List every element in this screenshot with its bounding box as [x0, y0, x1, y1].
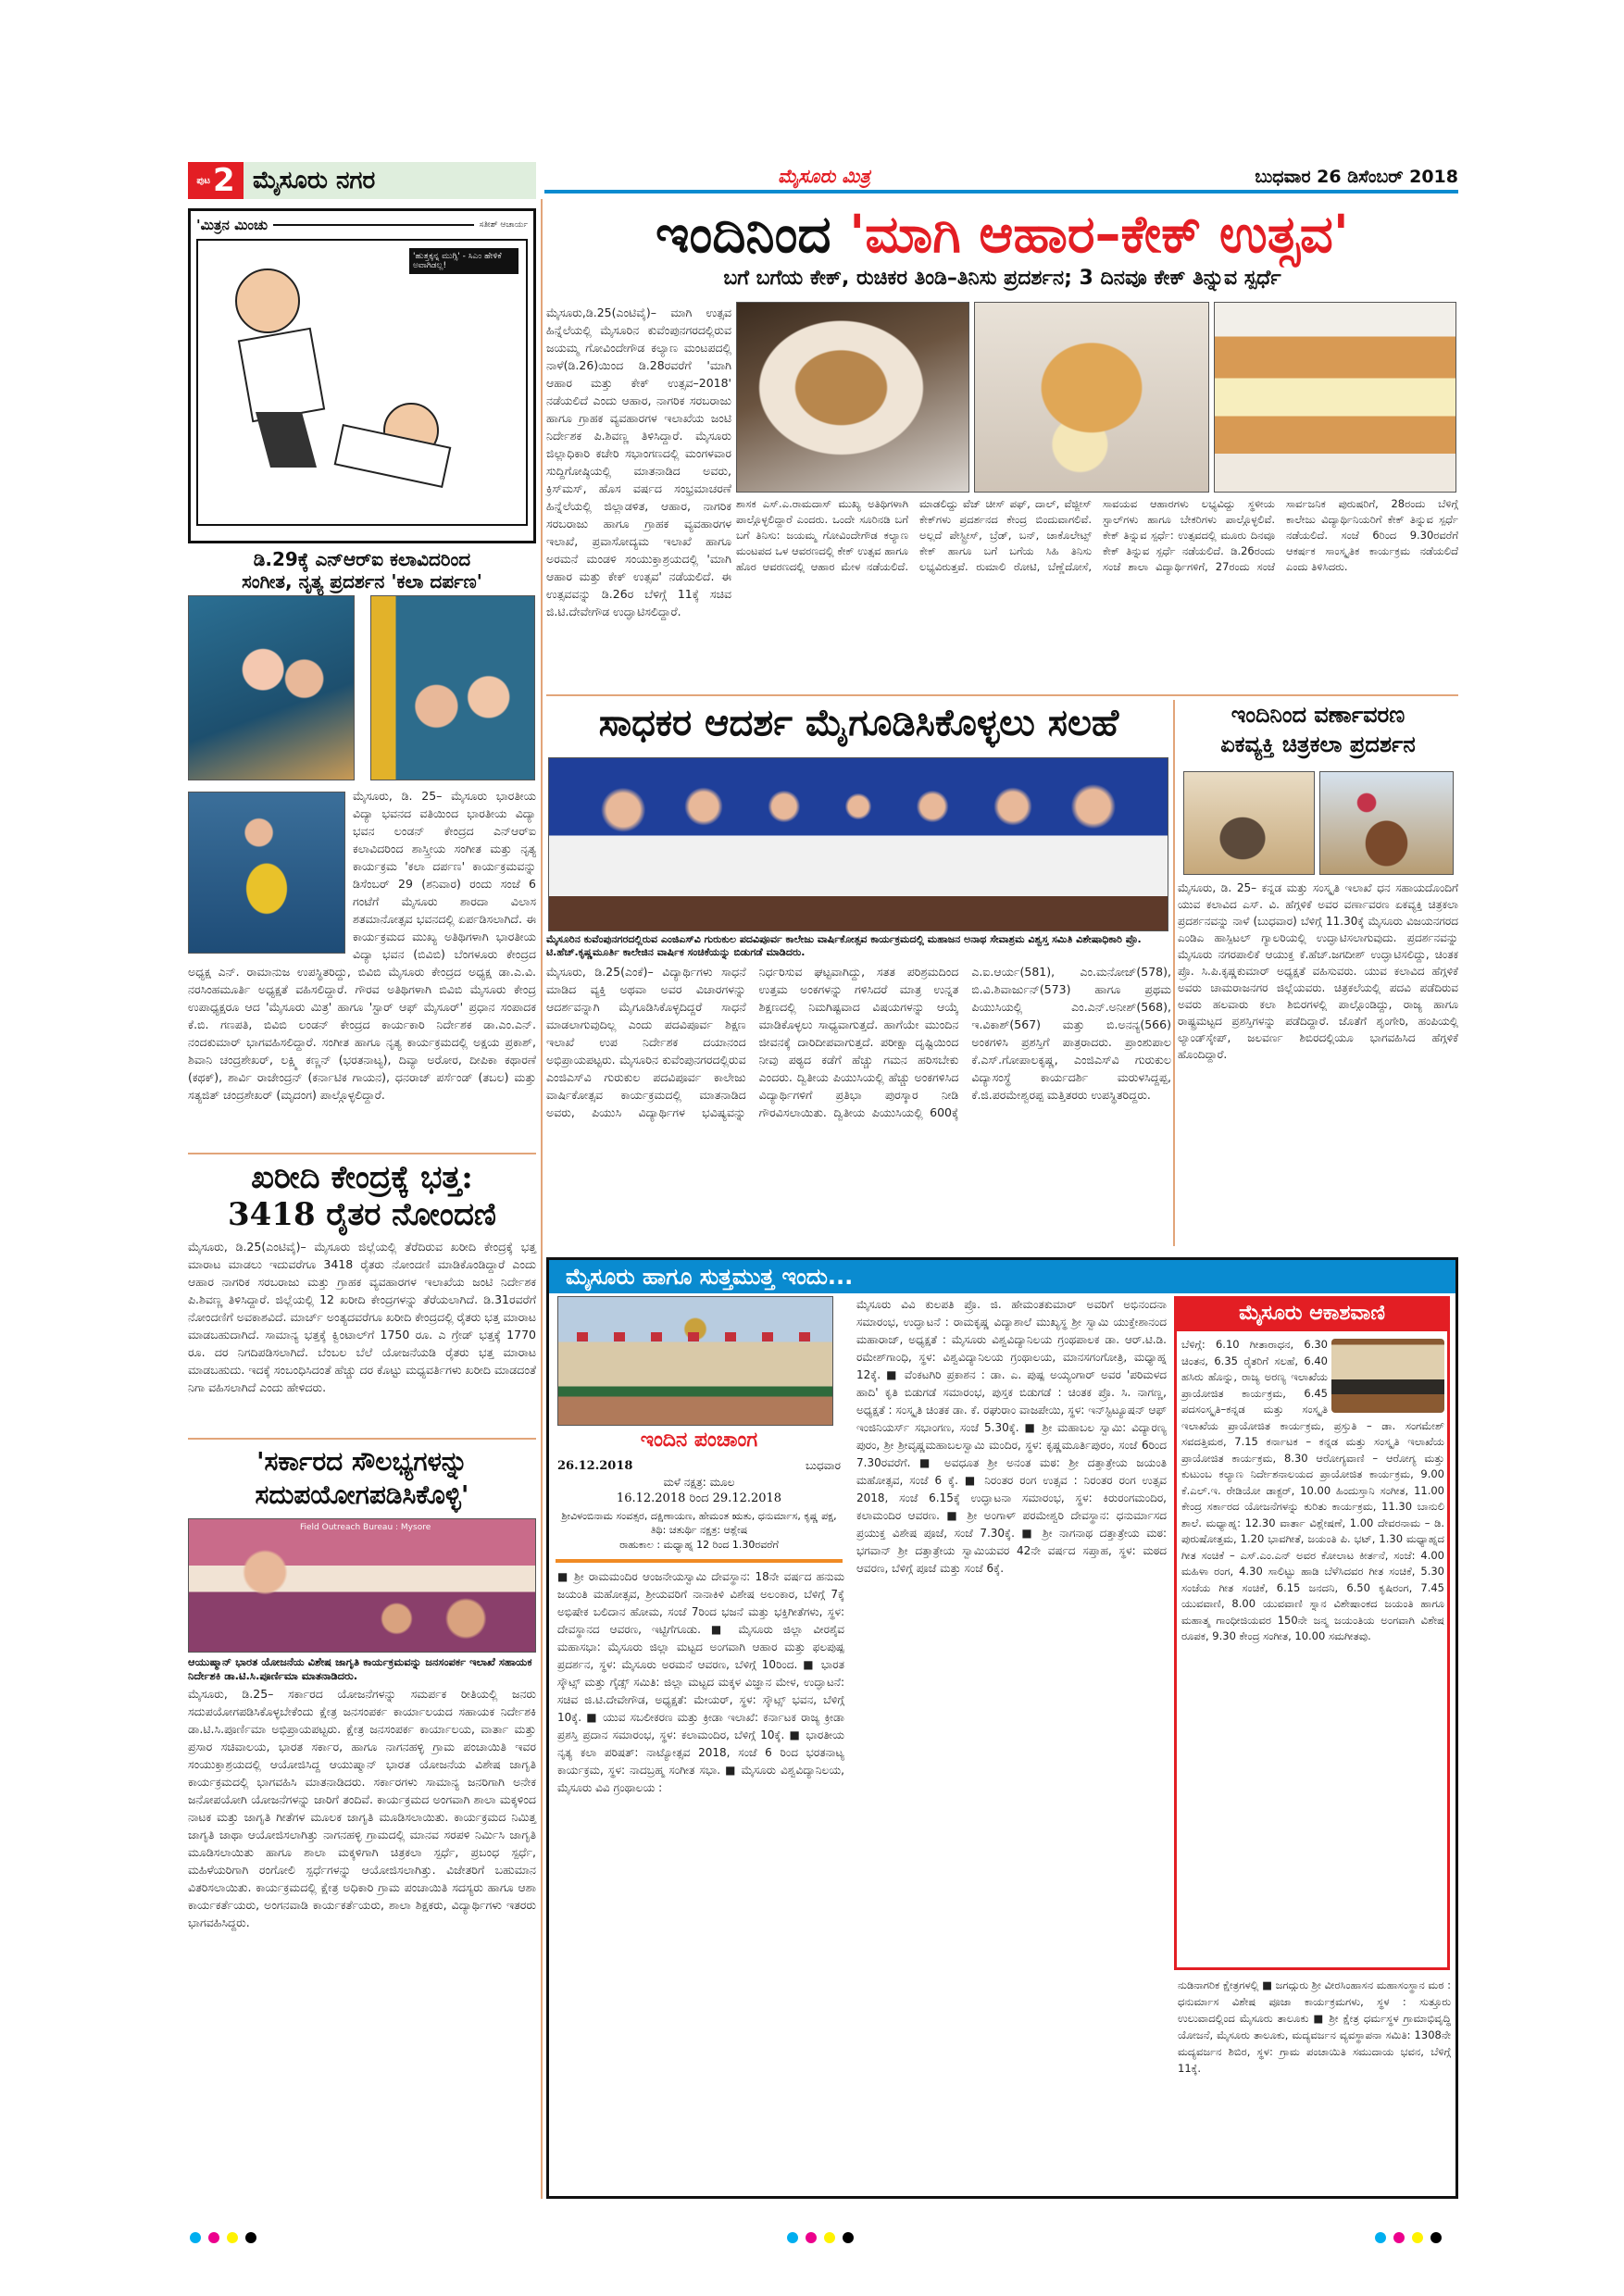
achievers-caption: ಮೈಸೂರಿನ ಕುವೆಂಪುನಗರದಲ್ಲಿರುವ ಎಂಜಿಎಸ್‌ವಿ ಗುರುಕುಲ ಪದವಿಪೂರ್ವ ಕಾಲೇಜು ವಾರ್ಷಿಕೋತ್ಸವ ಕಾರ್ಯಕ್ರಮದಲ್ಲಿ ಮಹಾಜನ ಅನಾಥ ಸೇವಾಶ್ರಮ ವಿಶ್ವಸ್ತ ಸಮಿತಿ ವಿಶೇಷಾಧಿಕಾರಿ ಪ್ರೊ. ಟಿ.ಹೆಚ್.ಕೃಷ್ಣಮೂರ್ತಿ ಕಾಲೇಜಿನ ವಾರ್ಷಿಕ ಸಂಚಿಕೆಯನ್ನು ಬಿಡುಗಡೆ ಮಾಡಿದರು. — [546, 933, 1142, 958]
akashavani-header — [1174, 1296, 1450, 1331]
cartoon-figure-running — [235, 268, 300, 333]
paddy-headline-1: ಖರೀದಿ ಕೇಂದ್ರಕ್ಕೆ ಭತ್ತ: — [251, 1159, 473, 1196]
lead-intro: ಮೈಸೂರು,ಡಿ.25(ಎಂಟಿವೈ)– ಮಾಗಿ ಉತ್ಸವ ಹಿನ್ನೆಲೆಯಲ್ಲಿ ಮೈಸೂರಿನ ಕುವೆಂಪುನಗರದಲ್ಲಿರುವ ಜಯಮ್ಮ ಗೋವಿಂದೇಗೌಡ ಕಲ್ಯಾಣ ಮಂಟಪದಲ್ಲಿ ನಾಳೆ(ಡಿ.26)ಯಿಂದ ಡಿ.28ರವರೆಗೆ 'ಮಾಗಿ ಆಹಾರ ಮತ್ತು ಕೇಕ್ ಉತ್ಸವ–2018' ನಡೆಯಲಿದೆ ಎಂದು ಆಹಾರ, ನಾಗರಿಕ ಸರಬರಾಜು ಹಾಗೂ ಗ್ರಾಹಕ ವ್ಯವಹಾರಗಳ ಇಲಾಖೆಯ ಜಂಟಿ ನಿರ್ದೇಶಕ ಪಿ.ಶಿವಣ್ಣ ತಿಳಿಸಿದ್ದಾರೆ. ಮೈಸೂರು ಜಿಲ್ಲಾಧಿಕಾರಿ ಕಚೇರಿ ಸಭಾಂಗಣದಲ್ಲಿ ಮಂಗಳವಾರ ಸುದ್ದಿಗೋಷ್ಠಿಯಲ್ಲಿ ಮಾತನಾಡಿದ ಅವರು, ಕ್ರಿಸ್‌ಮಸ್, ಹೊಸ ವರ್ಷದ ಸಂಭ್ರಮಾಚರಣೆ ಹಿನ್ನೆಲೆಯಲ್ಲಿ ಜಿಲ್ಲಾಡಳಿತ, ಆಹಾರ, ನಾಗರಿಕ ಸರಬರಾಜು ಹಾಗೂ ಗ್ರಾಹಕ ವ್ಯವಹಾರಗಳ ಇಲಾಖೆ, ಪ್ರವಾಸೋದ್ಯಮ ಇಲಾಖೆ ಹಾಗೂ ಅರಮನೆ ಮಂಡಳಿ ಸಂಯುಕ್ತಾಶ್ರಯದಲ್ಲಿ 'ಮಾಗಿ ಆಹಾರ ಮತ್ತು ಕೇಕ್ ಉತ್ಸವ' ನಡೆಯಲಿದೆ. ಈ ಉತ್ಸವವನ್ನು ಡಿ.26ರ ಬೆಳಿಗ್ಗೆ 11ಕ್ಕೆ ಸಚಿವ ಜಿ.ಟಿ.ದೇವೇಗೌಡ ಉದ್ಘಾಟಿಸಲಿದ್ದಾರೆ. — [546, 306, 731, 618]
column-divider — [1173, 700, 1175, 1246]
magenta-dot — [208, 2232, 219, 2243]
yellow-dot — [1412, 2232, 1423, 2243]
issue-date: ಬುಧವಾರ 26 ಡಿಸೆಂಬರ್ 2018 — [1255, 167, 1458, 187]
magenta-dot — [806, 2232, 817, 2243]
panchanga-details: ಶ್ರೀವಿಳಂಬಿನಾಮ ಸಂವತ್ಸರ, ದಕ್ಷಿಣಾಯಣ, ಹೇಮಂತ ಋತು, ಧನುರ್ಮಾಸ, ಕೃಷ್ಣ ಪಕ್ಷ, ತಿಥಿ: ಚತುರ್ಥಿ ನಕ್ಷತ್ರ: ಆಶ್ಲೇಷ — [561, 1510, 837, 1536]
panchanga-rain-star: ಮಳೆ ನಕ್ಷತ್ರ: ಮೂಲ — [663, 1476, 735, 1489]
lead-body: ಶಾಸಕ ಎಸ್.ಎ.ರಾಮದಾಸ್ ಮುಖ್ಯ ಅತಿಥಿಗಳಾಗಿ ಪಾಲ್ಗೊಳ್ಳಲಿದ್ದಾರೆ ಎಂದರು. ಒಂದೇ ಸೂರಿನಡಿ ಬಗೆ ಬಗೆ ತಿನಿಸು: ಜಯಮ್ಮ ಗೋವಿಂದೇಗೌಡ ಕಲ್ಯಾಣ ಮಂಟಪದ ಒಳ ಆವರಣದಲ್ಲಿ ಕೇಕ್ ಉತ್ಸವ ಹಾಗೂ ಹೊರ ಆವರಣದಲ್ಲಿ ಆಹಾರ ಮೇಳ ನಡೆಯಲಿದೆ. ಮಾಡಲಿದ್ದು ವೆಜ್ ಚೀಸ್ ಪಫ್, ದಾಲ್, ವೆಜ್ಜೀಸ್ ಕೇಕ್‌ಗಳು ಪ್ರದರ್ಶನದ ಕೇಂದ್ರ ಬಿಂದುವಾಗಲಿವೆ. ಅಲ್ಲದೆ ಪೇಸ್ಟ್ರೀಸ್, ಬ್ರೆಡ್, ಬನ್, ಚಾಕೊಲೇಟ್ಸ್ ಕೇಕ್ ಹಾಗೂ ಬಗೆ ಬಗೆಯ ಸಿಹಿ ತಿನಿಸು ಲಭ್ಯವಿರುತ್ತವೆ. ರುಮಾಲಿ ರೋಟಿ, ಬೆಣ್ಣೆದೋಸೆ, ಸಾವಯವ ಆಹಾರಗಳು ಲಭ್ಯವಿದ್ದು ಸ್ಥಳೀಯ ಸ್ಟಾಲ್‌ಗಳು ಹಾಗೂ ಬೇಕರಿಗಳು ಪಾಲ್ಗೊಳ್ಳಲಿವೆ. ಕೇಕ್ ತಿನ್ನುವ ಸ್ಪರ್ಧೆ: ಉತ್ಸವದಲ್ಲಿ ಮೂರು ದಿನವೂ ಕೇಕ್ ತಿನ್ನುವ ಸ್ಪರ್ಧೆ ನಡೆಯಲಿದೆ. ಡಿ.26ರಂದು ಸಂಜೆ ಶಾಲಾ ವಿದ್ಯಾರ್ಥಿಗಳಿಗೆ, 27ರಂದು ಸಂಜೆ ಸಾರ್ವಜನಿಕ ಪುರುಷರಿಗೆ, 28ರಂದು ಬೆಳಿಗ್ಗೆ ಕಾಲೇಜು ವಿದ್ಯಾರ್ಥಿನಿಯರಿಗೆ ಕೇಕ್ ತಿನ್ನುವ ಸ್ಪರ್ಧೆ ನಡೆಯಲಿದೆ. ಸಂಜೆ 6ರಿಂದ 9.30ರವರೆಗೆ ಆಕರ್ಷಕ ಸಾಂಸ್ಕೃತಿಕ ಕಾರ್ಯಕ್ರಮ ನಡೆಯಲಿದೆ ಎಂದು ತಿಳಿಸಿದರು. — [736, 497, 1458, 573]
speech-bubble: 'ಹುತ್ತಕ್ಕನ್ನ ಮುಗ್ಸಿ' - ಸಿಎಂ ಹೇಳಿಕೆ ಅವಾಗಿಡಲ್ಲ! — [409, 248, 518, 274]
section-divider — [546, 694, 1458, 696]
page-number: 2 — [213, 162, 235, 199]
panchanga-range: 16.12.2018 ರಿಂದ 29.12.2018 — [616, 1491, 782, 1505]
section-title — [244, 162, 536, 199]
palace-domes — [577, 1332, 816, 1341]
dance-photo-2 — [370, 595, 535, 780]
page-label: ಪುಟ — [196, 175, 210, 186]
black-dot — [843, 2232, 854, 2243]
lead-headline — [546, 202, 1458, 268]
events-column-1: ■ ಶ್ರೀ ರಾಮಮಂದಿರ ಆಂಜನೇಯಸ್ವಾಮಿ ದೇವಸ್ಥಾನ: 18ನೇ ವರ್ಷದ ಹನುಮ ಜಯಂತಿ ಮಹೋತ್ಸವ, ಶ್ರೀಯವರಿಗೆ ನಾನಾಕಿಳಿ ವಿಶೇಷ ಅಲಂಕಾರ, ಬೆಳಿಗ್ಗೆ 7ಕ್ಕೆ ಅಭಿಷೇಕ ಬಲಿದಾನ ಹೋಮ, ಸಂಜೆ 7ರಿಂದ ಭಜನೆ ಮತ್ತು ಭಕ್ತಿಗೀತೆಗಳು, ಸ್ಥಳ: ದೇವಸ್ಥಾನದ ಆವರಣ, ಇಟ್ಟಿಗೆಗೂಡು. ■ ಮೈಸೂರು ಜಿಲ್ಲಾ ವೀರಶೈವ ಮಹಾಸಭಾ: ಮೈಸೂರು ಜಿಲ್ಲಾ ಮಟ್ಟದ ಅಂಗವಾಗಿ ಆಹಾರ ಮತ್ತು ಫಲಪುಷ್ಪ ಪ್ರದರ್ಶನ, ಸ್ಥಳ: ಮೈಸೂರು ಅರಮನೆ ಆವರಣ, ಬೆಳಿಗ್ಗೆ 10ರಿಂದ. ■ ಭಾರತ ಸ್ಕೌಟ್ಸ್ ಮತ್ತು ಗೈಡ್ಸ್ ಸಮಿತಿ: ಜಿಲ್ಲಾ ಮಟ್ಟದ ಮಕ್ಕಳ ವಿಜ್ಞಾನ ಮೇಳ, ಉದ್ಘಾಟನೆ: ಸಚಿವ ಜಿ.ಟಿ.ದೇವೇಗೌಡ, ಅಧ್ಯಕ್ಷತೆ: ಮೇಯರ್, ಸ್ಥಳ: ಸ್ಕೌಟ್ಸ್ ಭವನ, ಬೆಳಿಗ್ಗೆ 10ಕ್ಕೆ. ■ ಯುವ ಸಬಲೀಕರಣ ಮತ್ತು ಕ್ರೀಡಾ ಇಲಾಖೆ: ಕರ್ನಾಟಕ ರಾಜ್ಯ ಕ್ರೀಡಾ ಪ್ರಶಸ್ತಿ ಪ್ರದಾನ ಸಮಾರಂಭ, ಸ್ಥಳ: ಕಲಾಮಂದಿರ, ಬೆಳಿಗ್ಗೆ 10ಕ್ಕೆ. ■ ಭಾರತೀಯ ನೃತ್ಯ ಕಲಾ ಪರಿಷತ್: ನಾಟ್ಯೋತ್ಸವ 2018, ಸಂಜೆ 6 ರಿಂದ ಭರತನಾಟ್ಯ ಕಾರ್ಯಕ್ರಮ, ಸ್ಥಳ: ನಾದಬ್ರಹ್ಮ ಸಂಗೀತ ಸಭಾ. ■ ಮೈಸೂರು ವಿಶ್ವವಿದ್ಯಾನಿಲಯ, ಮೈಸೂರು ವಿವಿ ಗ್ರಂಥಾಲಯ : — [557, 1570, 844, 1794]
cake-photo-3 — [1214, 302, 1456, 493]
section-divider — [188, 1153, 536, 1154]
magenta-dot — [1393, 2232, 1405, 2243]
cyan-dot — [1375, 2232, 1386, 2243]
dance-body: ಮೈಸೂರು, ಡಿ. 25– ಮೈಸೂರು ಭಾರತೀಯ ವಿದ್ಯಾ ಭವನದ ವತಿಯಿಂದ ಭಾರತೀಯ ವಿದ್ಯಾ ಭವನ ಲಂಡನ್ ಕೇಂದ್ರದ ಎನ್‌ಆರ್‌ಐ ಕಲಾವಿದರಿಂದ ಶಾಸ್ತ್ರೀಯ ಸಂಗೀತ ಮತ್ತು ನೃತ್ಯ ಕಾರ್ಯಕ್ರಮ 'ಕಲಾ ದರ್ಪಣ' ಕಾರ್ಯಕ್ರಮವನ್ನು ಡಿಸೆಂಬರ್ 29 (ಶನಿವಾರ) ರಂದು ಸಂಜೆ 6 ಗಂಟೆಗೆ ಮೈಸೂರು ಶಾರದಾ ವಿಲಾಸ ಶತಮಾನೋತ್ಸವ ಭವನದಲ್ಲಿ ಏರ್ಪಡಿಸಲಾಗಿದೆ. ಈ ಕಾರ್ಯಕ್ರಮದ ಮುಖ್ಯ ಅತಿಥಿಗಳಾಗಿ ಭಾರತೀಯ ವಿದ್ಯಾ ಭವನ (ಬಿವಿಬಿ) ಬೆಂಗಳೂರು ಕೇಂದ್ರದ ಅಧ್ಯಕ್ಷ ಎನ್. ರಾಮಾನುಜ ಉಪಸ್ಥಿತರಿದ್ದು, ಬಿವಿಬಿ ಮೈಸೂರು ಕೇಂದ್ರದ ಅಧ್ಯಕ್ಷ ಡಾ.ಎ.ವಿ. ನರಸಿಂಹಮೂರ್ತಿ ಅಧ್ಯಕ್ಷತೆ ವಹಿಸಲಿದ್ದಾರೆ. ಗೌರವ ಅತಿಥಿಗಳಾಗಿ ಬಿವಿಬಿ ಮೈಸೂರು ಕೇಂದ್ರ ಉಪಾಧ್ಯಕ್ಷರೂ ಆದ 'ಮೈಸೂರು ಮಿತ್ರ' ಹಾಗೂ 'ಸ್ಟಾರ್ ಆಫ್ ಮೈಸೂರ್' ಪ್ರಧಾನ ಸಂಪಾದಕ ಕೆ.ಬಿ. ಗಣಪತಿ, ಬಿವಿಬಿ ಲಂಡನ್ ಕೇಂದ್ರದ ಕಾರ್ಯಕಾರಿ ನಿರ್ದೇಶಕ ಡಾ.ಎಂ.ಎನ್. ನಂದಕುಮಾರ್ ಭಾಗವಹಿಸಲಿದ್ದಾರೆ. ಸಂಗೀತ ಹಾಗೂ ನೃತ್ಯ ಕಾರ್ಯಕ್ರಮದಲ್ಲಿ ಅಕ್ಷಯ ಪ್ರಕಾಶ್, ಶಿವಾನಿ ಚಂದ್ರಶೇಖರ್, ಲಕ್ಷ್ಮಿ ಕಣ್ಣನ್ (ಭರತನಾಟ್ಯ), ದಿವ್ಯಾ ಅರೋರ, ದೀಪಿಕಾ ಕಥಾರಣೆ (ಕಥಕ್), ಶಾರ್ವಿ ರಾಜೇಂದ್ರನ್ (ಕರ್ನಾಟಿಕ ಗಾಯನ), ಧನರಾಜ್ ಪರ್ಸೆಂಡ್ (ತಬಲ) ಮತ್ತು ಸತ್ಯಜಿತ್ ಚಂದ್ರಶೇಖರ್ (ಮೃದಂಗ) ಪಾಲ್ಗೊಳ್ಳಲಿದ್ದಾರೆ. — [188, 789, 536, 1102]
lead-subhead: ಬಗೆ ಬಗೆಯ ಕೇಕ್, ರುಚಿಕರ ತಿಂಡಿ–ತಿನಿಸು ಪ್ರದರ್ಶನ; 3 ದಿನವೂ ಕೇಕ್ ತಿನ್ನುವ ಸ್ಪರ್ಧೆ — [723, 267, 1281, 290]
govt-photo-caption: ಆಯುಷ್ಮಾನ್ ಭಾರತ ಯೋಜನೆಯ ವಿಶೇಷ ಜಾಗೃತಿ ಕಾರ್ಯಕ್ರಮವನ್ನು ಜನಸಂಪರ್ಕ ಇಲಾಖೆ ಸಹಾಯಕ ನಿರ್ದೇಶಕಿ ಡಾ.ಟಿ.ಸಿ.ಪೂರ್ಣಿಮಾ ಮಾತನಾಡಿದರು. — [188, 1655, 532, 1682]
dance-photo-1 — [188, 595, 355, 780]
cartoon-legs — [256, 412, 317, 468]
cartoon-figure-body — [238, 328, 325, 423]
masthead-logo: ಮೈಸೂರು ಮಿತ್ರ — [778, 165, 870, 187]
registration-marks-left — [190, 2229, 264, 2247]
events-column-2: ಮೈಸೂರು ವಿವಿ ಕುಲಪತಿ ಪ್ರೊ. ಜಿ. ಹೇಮಂತಕುಮಾರ್ ಅವರಿಗೆ ಅಭಿನಂದನಾ ಸಮಾರಂಭ, ಉದ್ಘಾಟನೆ : ರಾಮಕೃಷ್ಣ ವಿದ್ಯಾಶಾಲೆ ಮುಖ್ಯಸ್ಥ ಶ್ರೀ ಸ್ವಾಮಿ ಯುಕ್ತೇಶಾನಂದ ಮಹಾರಾಜ್, ಅಧ್ಯಕ್ಷತೆ : ಮೈಸೂರು ವಿಶ್ವವಿದ್ಯಾನಿಲಯ ಗ್ರಂಥಪಾಲಕ ಡಾ. ಆರ್.ಟಿ.ಡಿ. ರಮೇಶ್‌ಗಾಂಧಿ, ಸ್ಥಳ: ವಿಶ್ವವಿದ್ಯಾನಿಲಯ ಗ್ರಂಥಾಲಯ, ಮಾನಸಗಂಗೋತ್ರಿ, ಮಧ್ಯಾಹ್ನ 12ಕ್ಕೆ. ■ ವೆಂಕಟಗಿರಿ ಪ್ರಕಾಶನ : ಡಾ. ಎ. ಪುಷ್ಪ ಅಯ್ಯಂಗಾರ್ ಅವರ 'ಪರಿಮಳದ ಹಾದಿ' ಕೃತಿ ಬಿಡುಗಡೆ ಸಮಾರಂಭ, ಪುಸ್ತಕ ಬಿಡುಗಡೆ : ಚಿಂತಕ ಪ್ರೊ. ಸಿ. ನಾಗಣ್ಣ, ಅಧ್ಯಕ್ಷತೆ : ಸಂಸ್ಕೃತಿ ಚಿಂತಕ ಡಾ. ಕೆ. ರಘುರಾಂ ವಾಜಪೇಯಿ, ಸ್ಥಳ: ಇನ್‌ಸ್ಟಿಟ್ಯೂಷನ್ ಆಫ್ ಇಂಜಿನಿಯರ್ಸ್ ಸಭಾಂಗಣ, ಸಂಜೆ 5.30ಕ್ಕೆ. ■ ಶ್ರೀ ಮಹಾಬಲ ಸ್ವಾಮಿ: ವಿದ್ಯಾರಣ್ಯ ಪುರಂ, ಶ್ರೀ ಶ್ರೀವೃಷ್ಣಮಹಾಬಲಸ್ವಾಮಿ ಮಂದಿರ, ಸ್ಥಳ: ಕೃಷ್ಣಮೂರ್ತಿಪುರಂ, ಸಂಜೆ 6ರಿಂದ 7.30ರವರೆಗೆ. ■ ಅವಧೂತ ಶ್ರೀ ಅನಂತ ಮಠ: ಶ್ರೀ ದತ್ತಾತ್ರೇಯ ಜಯಂತಿ ಮಹೋತ್ಸವ, ಸಂಜೆ 6 ಕ್ಕೆ. ■ ನಿರಂತರ ರಂಗ ಉತ್ಸವ : ನಿರಂತರ ರಂಗ ಉತ್ಸವ 2018, ಸಂಜೆ 6.15ಕ್ಕೆ ಉದ್ಘಾಟನಾ ಸಮಾರಂಭ, ಸ್ಥಳ: ಕಿರುರಂಗಮಂದಿರ, ಕಲಾಮಂದಿರ ಆವರಣ. ■ ಶ್ರೀ ಅಂಗಾಳ್ ಪರಮೇಶ್ವರಿ ದೇವಸ್ಥಾನ: ಧನುರ್ಮಾಸದ ಪ್ರಯುಕ್ತ ವಿಶೇಷ ಪೂಜೆ, ಸಂಜೆ 7.30ಕ್ಕೆ. ■ ಶ್ರೀ ನಾಗನಾಥ ದತ್ತಾತ್ರೇಯ ಮಠ: ಭಗವಾನ್ ಶ್ರೀ ದತ್ತಾತ್ರೇಯ ಸ್ವಾಮಿಯವರ 42ನೇ ವರ್ಷದ ಸಪ್ತಾಹ, ಸ್ಥಳ: ಮಠದ ಆವರಣ, ಬೆಳಿಗ್ಗೆ ಪೂಜೆ ಮತ್ತು ಸಂಜೆ 6ಕ್ಕೆ. — [856, 1298, 1167, 1575]
achievers-headline: ಸಾಧಕರ ಆದರ್ಶ ಮೈಗೂಡಿಸಿಕೊಳ್ಳಲು ಸಲಹೆ — [598, 702, 1119, 744]
cartoon-artist: ಸತೀಶ್ ಆಚಾರ್ಯ — [479, 220, 528, 230]
cartoon-title: 'ಮಿತ್ರನ ಮಿಂಚು — [196, 217, 269, 233]
cartoon-image — [196, 239, 528, 526]
govt-headline-2: ಸದುಪಯೋಗಪಡಿಸಿಕೊಳ್ಳಿ' — [255, 1479, 469, 1510]
black-dot — [245, 2232, 256, 2243]
painting-headline-2: ಏಕವ್ಯಕ್ತಿ ಚಿತ್ರಕಲಾ ಪ್ರದರ್ಶನ — [1220, 731, 1416, 757]
govt-body: ಮೈಸೂರು, ಡಿ.25– ಸರ್ಕಾರದ ಯೋಜನೆಗಳನ್ನು ಸಮರ್ಪಕ ರೀತಿಯಲ್ಲಿ ಜನರು ಸದುಪಯೋಗಪಡಿಸಿಕೊಳ್ಳಬೇಕೆಂದು ಕ್ಷೇತ್ರ ಜನಸಂಪರ್ಕ ಕಾರ್ಯಾಲಯದ ಸಹಾಯಕ ನಿರ್ದೇಶಕಿ ಡಾ.ಟಿ.ಸಿ.ಪೂರ್ಣಿಮಾ ಅಭಿಪ್ರಾಯಪಟ್ಟರು. ಕ್ಷೇತ್ರ ಜನಸಂಪರ್ಕ ಕಾರ್ಯಾಲಯ, ವಾರ್ತಾ ಮತ್ತು ಪ್ರಸಾರ ಸಚಿವಾಲಯ, ಭಾರತ ಸರ್ಕಾರ, ಹಾಗೂ ನಾಗನಹಳ್ಳಿ ಗ್ರಾಮ ಪಂಚಾಯಿತಿ ಇವರ ಸಂಯುಕ್ತಾಶ್ರಯದಲ್ಲಿ ಆಯೋಜಿಸಿದ್ದ ಆಯುಷ್ಮಾನ್ ಭಾರತ ಯೋಜನೆಯ ವಿಶೇಷ ಜಾಗೃತಿ ಕಾರ್ಯಕ್ರಮದಲ್ಲಿ ಭಾಗವಹಿಸಿ ಮಾತನಾಡಿದರು. ಸರ್ಕಾರಗಳು ಸಾಮಾನ್ಯ ಜನರಿಗಾಗಿ ಅನೇಕ ಜನೋಪಯೋಗಿ ಯೋಜನೆಗಳನ್ನು ಜಾರಿಗೆ ತಂದಿವೆ. ಕಾರ್ಯಕ್ರಮದ ಅಂಗವಾಗಿ ಶಾಲಾ ಮಕ್ಕಳಿಂದ ನಾಟಕ ಮತ್ತು ಜಾಗೃತಿ ಗೀತೆಗಳ ಮೂಲಕ ಜಾಗೃತಿ ಮೂಡಿಸಲಾಯಿತು. ಕಾರ್ಯಕ್ರಮದ ನಿಮಿತ್ತ ಜಾಗೃತಿ ಜಾಥಾ ಆಯೋಜಿಸಲಾಗಿತ್ತು ನಾಗನಹಳ್ಳಿ ಗ್ರಾಮದಲ್ಲಿ ಮಾನವ ಸರಪಳಿ ನಿರ್ಮಿಸಿ ಜಾಗೃತಿ ಮೂಡಿಸಲಾಯಿತು ಹಾಗೂ ಶಾಲಾ ಮಕ್ಕಳಿಗಾಗಿ ಚಿತ್ರಕಲಾ ಸ್ಪರ್ಧೆ, ಪ್ರಬಂಧ ಸ್ಪರ್ಧೆ, ಮಹಿಳೆಯರಿಗಾಗಿ ರಂಗೋಲಿ ಸ್ಪರ್ಧೆಗಳನ್ನು ಆಯೋಜಿಸಲಾಗಿತ್ತು. ವಿಜೇತರಿಗೆ ಬಹುಮಾನ ವಿತರಿಸಲಾಯಿತು. ಕಾರ್ಯಕ್ರಮದಲ್ಲಿ ಕ್ಷೇತ್ರ ಅಧಿಕಾರಿ ಗ್ರಾಮ ಪಂಚಾಯಿತಿ ಸದಸ್ಯರು ಹಾಗೂ ಆಶಾ ಕಾರ್ಯಕರ್ತೆಯರು, ಅಂಗನವಾಡಿ ಕಾರ್ಯಕರ್ತೆಯರು, ಶಾಲಾ ಶಿಕ್ಷಕರು, ವಿದ್ಯಾರ್ಥಿಗಳು ಇತರರು ಭಾಗವಹಿಸಿದ್ದರು. — [188, 1687, 536, 1929]
section-divider — [188, 1438, 536, 1440]
banner-text: Field Outreach Bureau : Mysore — [300, 1523, 431, 1532]
cartoon-box — [188, 208, 536, 543]
cake-photo-2 — [974, 302, 1209, 493]
dance-headline-1: ಡಿ.29ಕ್ಕೆ ಎನ್‌ಆರ್‌ಐ ಕಲಾವಿದರಿಂದ — [253, 548, 471, 570]
akashavani-schedule: ಬೆಳಿಗ್ಗೆ: 6.10 ಗೀತಾರಾಧನ, 6.30 ಚಿಂತನ, 6.35 ರೈತರಿಗೆ ಸಲಹೆ, 6.40 ಹಸಿರು ಹೊನ್ನು, ರಾಜ್ಯ ಅರಣ್ಯ ಇಲಾಖೆಯ ಪ್ರಾಯೋಜಿತ ಕಾರ್ಯಕ್ರಮ, 6.45 ಪದಸಂಸ್ಕೃತಿ–ಕನ್ನಡ ಮತ್ತು ಸಂಸ್ಕೃತಿ ಇಲಾಖೆಯ ಪ್ರಾಯೋಜಿತ ಕಾರ್ಯಕ್ರಮ, ಪ್ರಸ್ತುತಿ – ಡಾ. ಸಂಗಮೇಶ್ ಸವದತ್ತಿಮಠ, 7.15 ಕರ್ನಾಟಕ – ಕನ್ನಡ ಮತ್ತು ಸಂಸ್ಕೃತಿ ಇಲಾಖೆಯ ಪ್ರಾಯೋಜಿತ ಕಾರ್ಯಕ್ರಮ, 8.30 ಆರೋಗ್ಯವಾಣಿ – ಆರೋಗ್ಯ ಮತ್ತು ಕುಟುಂಬ ಕಲ್ಯಾಣ ನಿರ್ದೇಶನಾಲಯದ ಪ್ರಾಯೋಜಿತ ಕಾರ್ಯಕ್ರಮ, 9.00 ಕೆ.ಎಲ್.ಇ. ರೇಡಿಯೋ ಡಾಕ್ಟರ್, 10.00 ಹಿಂದುಸ್ತಾನಿ ಸಂಗೀತ, 11.00 ಕೇಂದ್ರ ಸರ್ಕಾರದ ಯೋಜನೆಗಳನ್ನು ಕುರಿತು ಕಾರ್ಯಕ್ರಮ, 11.30 ಬಾನುಲಿ ಶಾಲೆ. ಮಧ್ಯಾಹ್ನ: 12.30 ವಾರ್ತಾ ವಿಶ್ಲೇಷಣೆ, 1.00 ದೇವರನಾಮ – ಡಿ. ಪುರುಷೋತ್ತಮ, 1.20 ಭಾವಗೀತೆ, ಜಯಂತಿ ಪಿ. ಭಟ್, 1.30 ಮಧ್ಯಾಹ್ನದ ಗೀತ ಸಂಚಿಕೆ – ಎಸ್.ಎಂ.ಎನ್ ಅವರ ಕೋಲಾಟ ಕೀರ್ತನೆ, ಸಂಜೆ: 4.00 ಮಹಿಳಾ ರಂಗ, 4.30 ಸಾಲಿಟ್ಟು ಹಾಡಿ ಬೆಳೆಸಿದವರ ಗೀತ ಸಂಚಿಕೆ, 5.30 ಸಂಜೆಯ ಗೀತ ಸಂಚಿಕೆ, 6.15 ಜನದನಿ, 6.50 ಕೃಷಿರಂಗ, 7.45 ಯುವವಾಣಿ, 8.00 ಯುವವಾಣಿ ಸ್ನಾನ ವಿಶೇಷಾಂಕದ ಜಯಂತಿ ಹಾಗೂ ಮಹಾತ್ಮ ಗಾಂಧೀಜಿಯವರ 150ನೇ ಜನ್ಮ ಜಯಂತಿಯ ಅಂಗವಾಗಿ ವಿಶೇಷ ರೂಪಕ, 9.30 ಕೇಂದ್ರ ಸಂಗೀತ, 10.00 ಸಮಗೀತವು. — [1181, 1338, 1444, 1642]
govt-event-photo — [188, 1518, 536, 1653]
painting-photo-2 — [1319, 771, 1454, 875]
paddy-body: ಮೈಸೂರು, ಡಿ.25(ಎಂಟಿವೈ)– ಮೈಸೂರು ಜಿಲ್ಲೆಯಲ್ಲಿ ತೆರೆದಿರುವ ಖರೀದಿ ಕೇಂದ್ರಕ್ಕೆ ಭತ್ತ ಮಾರಾಟ ಮಾಡಲು ಇದುವರೆಗೂ 3418 ರೈತರು ನೋಂದಣಿ ಮಾಡಿಕೊಂಡಿದ್ದಾರೆ ಎಂದು ಆಹಾರ ನಾಗರಿಕ ಸರಬರಾಜು ಮತ್ತು ಗ್ರಾಹಕ ವ್ಯವಹಾರಗಳ ಇಲಾಖೆಯ ಜಂಟಿ ನಿರ್ದೇಶಕ ಪಿ.ಶಿವಣ್ಣ ತಿಳಿಸಿದ್ದಾರೆ. ಜಿಲ್ಲೆಯಲ್ಲಿ 12 ಖರೀದಿ ಕೇಂದ್ರಗಳನ್ನು ತೆರೆಯಲಾಗಿದೆ. ಡಿ.31ರವರೆಗೆ ನೋಂದಣಿಗೆ ಅವಕಾಶವಿದೆ. ಮಾರ್ಚ್ ಅಂತ್ಯದವರೆಗೂ ಖರೀದಿ ಕೇಂದ್ರದಲ್ಲಿ ರೈತರು ಭತ್ತ ಮಾರಾಟ ಮಾಡಬಹುದಾಗಿದೆ. ಸಾಮಾನ್ಯ ಭತ್ತಕ್ಕೆ ಕ್ವಿಂಟಾಲ್‌ಗೆ 1750 ರೂ. ಎ ಗ್ರೇಡ್ ಭತ್ತಕ್ಕೆ 1770 ರೂ. ದರ ನಿಗದಿಪಡಿಸಲಾಗಿದೆ. ಬೆಂಬಲ ಬೆಲೆ ಯೋಜನೆಯಡಿ ರೈತರು ಭತ್ತ ಮಾರಾಟ ಮಾಡಬಹುದು. ಇದಕ್ಕೆ ಸಂಬಂಧಿಸಿದಂತೆ ಹೆಚ್ಚು ದರ ಕೊಟ್ಟು ಮಧ್ಯವರ್ತಿಗಳು ಖರೀದಿ ಮಾಡದಂತೆ ನಿಗಾ ವಹಿಸಲಾಗಿದೆ ಎಂದು ಹೇಳಿದರು. — [188, 1240, 536, 1394]
painting-headline-1: ಇಂದಿನಿಂದ ವರ್ಣಾವರಣ — [1230, 702, 1405, 728]
cyan-dot — [190, 2232, 201, 2243]
cake-photo-1 — [736, 302, 969, 493]
panchanga-rahukala: ರಾಹುಕಾಲ : ಮಧ್ಯಾಹ್ನ 12 ರಿಂದ 1.30ರವರೆಗೆ — [619, 1539, 779, 1551]
column-divider — [541, 199, 543, 2199]
yellow-dot — [824, 2232, 835, 2243]
lead-headline-black: ಇಂದಿನಿಂದ — [656, 205, 831, 265]
achievers-body: ಮೈಸೂರು, ಡಿ.25(ಎಂಕೆ)– ವಿದ್ಯಾರ್ಥಿಗಳು ಸಾಧನೆ ಮಾಡಿದ ವ್ಯಕ್ತಿ ಅಥವಾ ಅವರ ವಿಚಾರಗಳನ್ನು ಆದರ್ಶವನ್ನಾಗಿ ಮೈಗೂಡಿಸಿಕೊಳ್ಳದಿದ್ದರೆ ಸಾಧನೆ ಮಾಡಲಾಗುವುದಿಲ್ಲ ಎಂದು ಪದವಿಪೂರ್ವ ಶಿಕ್ಷಣ ಇಲಾಖೆ ಉಪ ನಿರ್ದೇಶಕ ದಯಾನಂದ ಅಭಿಪ್ರಾಯಪಟ್ಟರು. ಮೈಸೂರಿನ ಕುವೆಂಪುನಗರದಲ್ಲಿರುವ ಎಂಜಿಎಸ್‌ವಿ ಗುರುಕುಲ ಪದವಿಪೂರ್ವ ಕಾಲೇಜು ವಾರ್ಷಿಕೋತ್ಸವ ಕಾರ್ಯಕ್ರಮದಲ್ಲಿ ಮಾತನಾಡಿದ ಅವರು, ಪಿಯುಸಿ ವಿದ್ಯಾರ್ಥಿಗಳ ಭವಿಷ್ಯವನ್ನು ನಿರ್ಧರಿಸುವ ಘಟ್ಟವಾಗಿದ್ದು, ಸತತ ಪರಿಶ್ರಮದಿಂದ ಉತ್ತಮ ಅಂಕಗಳನ್ನು ಗಳಿಸಿದರೆ ಮಾತ್ರ ಉನ್ನತ ಶಿಕ್ಷಣದಲ್ಲಿ ನಿಮಗಿಷ್ಟವಾದ ವಿಷಯಗಳನ್ನು ಆಯ್ಕೆ ಮಾಡಿಕೊಳ್ಳಲು ಸಾಧ್ಯವಾಗುತ್ತದೆ. ಹಾಗೆಯೇ ಮುಂದಿನ ಜೀವನಕ್ಕೆ ದಾರಿದೀಪವಾಗುತ್ತದೆ. ಪರೀಕ್ಷಾ ದೃಷ್ಟಿಯಿಂದ ನೀವು ಪಠ್ಯದ ಕಡೆಗೆ ಹೆಚ್ಚು ಗಮನ ಹರಿಸಬೇಕು ಎಂದರು. ದ್ವಿತೀಯ ಪಿಯುಸಿಯಲ್ಲಿ ಹೆಚ್ಚು ಅಂಕಗಳಿಸಿದ ವಿದ್ಯಾರ್ಥಿಗಳಿಗೆ ಪ್ರತಿಭಾ ಪುರಸ್ಕಾರ ನೀಡಿ ಗೌರವಿಸಲಾಯಿತು. ದ್ವಿತೀಯ ಪಿಯುಸಿಯಲ್ಲಿ 600ಕ್ಕೆ ಎ.ಐ.ಆರ್ಯ(581), ಎಂ.ಮನೋಜ್(578), ಬಿ.ವಿ.ಶಿವಾರ್ಜುನ್(573) ಹಾಗೂ ಪ್ರಥಮ ಪಿಯುಸಿಯಲ್ಲಿ ಎಂ.ಎನ್.ಅನೀಶ್(568), ಇ.ವಿಕಾಶ್(567) ಮತ್ತು ಬಿ.ಅನನ್ಯ(566) ಅಂಕಗಳಿಸಿ ಪ್ರಶಸ್ತಿಗೆ ಪಾತ್ರರಾದರು. ಪ್ರಾಂಶುಪಾಲ ಕೆ.ಎಸ್.ಗೋಪಾಲಕೃಷ್ಣ, ಎಂಜಿಎಸ್‌ವಿ ಗುರುಕುಲ ವಿದ್ಯಾಸಂಸ್ಥೆ ಕಾರ್ಯದರ್ಶಿ ಮರುಳಸಿದ್ದಪ್ಪ, ಕೆ.ಜಿ.ಪರಮೇಶ್ವರಪ್ಪ ಮತ್ತಿತರರು ಉಪಸ್ಥಿತರಿದ್ದರು. — [546, 965, 1171, 1119]
painting-body: ಮೈಸೂರು, ಡಿ. 25– ಕನ್ನಡ ಮತ್ತು ಸಂಸ್ಕೃತಿ ಇಲಾಖೆ ಧನ ಸಹಾಯದೊಂದಿಗೆ ಯುವ ಕಲಾವಿದ ಎಸ್. ವಿ. ಹೆಗ್ಗಳಿಕೆ ಅವರ ವರ್ಣಾವರಣ ಏಕವ್ಯಕ್ತಿ ಚಿತ್ರಕಲಾ ಪ್ರದರ್ಶನವನ್ನು ನಾಳೆ (ಬುಧವಾರ) ಬೆಳಿಗ್ಗೆ 11.30ಕ್ಕೆ ಮೈಸೂರು ವಿಜಯನಗರದ ಎಂಡಿಎ ಹಾಸ್ಪಿಟಲ್ ಗ್ಯಾಲರಿಯಲ್ಲಿ ಉದ್ಘಾಟಿಸಲಾಗುವುದು. ಪ್ರದರ್ಶನವನ್ನು ಮೈಸೂರು ನಗರಪಾಲಿಕೆ ಆಯುಕ್ತ ಕೆ.ಹೆಚ್.ಜಗದೀಶ್ ಉದ್ಘಾಟಿಸಲಿದ್ದು, ಚಿಂತಕ ಪ್ರೊ. ಸಿ.ಪಿ.ಕೃಷ್ಣಕುಮಾರ್ ಅಧ್ಯಕ್ಷತೆ ವಹಿಸುವರು. ಯುವ ಕಲಾವಿದ ಹೆಗ್ಗಳಿಕೆ ಅವರು ಚಾಮರಾಜನಗರ ಜಿಲ್ಲೆಯವರು. ಚಿತ್ರಕಲೆಯಲ್ಲಿ ಪದವಿ ಪಡೆದಿರುವ ಅವರು ಹಲವಾರು ಕಲಾ ಶಿಬಿರಗಳಲ್ಲಿ ಪಾಲ್ಗೊಂಡಿದ್ದು, ರಾಜ್ಯ ಹಾಗೂ ರಾಷ್ಟ್ರಮಟ್ಟದ ಪ್ರಶಸ್ತಿಗಳನ್ನು ಪಡೆದಿದ್ದಾರೆ. ಜೊತೆಗೆ ಶೃಂಗೇರಿ, ಹಂಪಿಯಲ್ಲಿ ಲ್ಯಾಂಡ್‌ಸ್ಕೇಪ್, ಜಲವರ್ಣ ಶಿಬಿರದಲ್ಲಿಯೂ ಭಾಗವಹಿಸಿದ ಹೆಗ್ಗಳಿಕೆ ಹೊಂದಿದ್ದಾರೆ. — [1178, 881, 1458, 1061]
panchanga-date: 26.12.2018 — [557, 1459, 633, 1473]
panchanga-weekday: ಬುಧವಾರ — [806, 1459, 841, 1472]
achievers-photo — [548, 757, 1168, 931]
panchanga-rule — [556, 1559, 843, 1563]
yellow-dot — [227, 2232, 238, 2243]
painting-photo-1 — [1183, 771, 1315, 875]
panchanga-title: ಇಂದಿನ ಪಂಚಾಂಗ — [640, 1429, 758, 1452]
events-banner-title: ಮೈಸೂರು ಹಾಗೂ ಸುತ್ತಮುತ್ತ ಇಂದು... — [566, 1264, 854, 1290]
black-dot — [1430, 2232, 1442, 2243]
akashavani-title: ಮೈಸೂರು ಆಕಾಶವಾಣಿ — [1239, 1302, 1385, 1325]
govt-headline-1: 'ಸರ್ಕಾರದ ಸೌಲಭ್ಯಗಳನ್ನು — [256, 1446, 468, 1477]
dance-body-spacer — [188, 792, 351, 956]
events-banner — [549, 1260, 1455, 1293]
page-number-badge — [188, 162, 244, 199]
dance-headline-2: ಸಂಗೀತ, ನೃತ್ಯ ಪ್ರದರ್ಶನ 'ಕಲಾ ದರ್ಪಣ' — [242, 570, 482, 593]
mysore-palace-photo — [557, 1296, 833, 1426]
cyan-dot — [787, 2232, 798, 2243]
lead-headline-red: 'ಮಾಗಿ ಆಹಾರ–ಕೇಕ್ ಉತ್ಸವ' — [849, 205, 1349, 265]
section-title-text: ಮೈಸೂರು ನಗರ — [253, 166, 376, 194]
paddy-headline-2: 3418 ರೈತರ ನೋಂದಣಿ — [227, 1196, 497, 1233]
events-column-3: ನುಡಿನಾಗರಿಕ ಕ್ಷೇತ್ರಗಳಲ್ಲಿ ■ ಜಗದ್ಗುರು ಶ್ರೀ ವೀರಸಿಂಹಾಸನ ಮಹಾಸಂಸ್ಥಾನ ಮಠ : ಧನುರ್ಮಾಸ ವಿಶೇಷ ಪೂಜಾ ಕಾರ್ಯಕ್ರಮಗಳು, ಸ್ಥಳ : ಸುತ್ತೂರು ಉಲುವಾದಲ್ಲಿಂದ ಮೈಸೂರು ತಾಲೂಕು ■ ಶ್ರೀ ಕ್ಷೇತ್ರ ಧರ್ಮಸ್ಥಳ ಗ್ರಾಮಾಭಿವೃದ್ಧಿ ಯೋಜನೆ, ಮೈಸೂರು ತಾಲೂಕು, ಮದ್ಯವರ್ಜನ ವ್ಯವಸ್ಥಾಪನಾ ಸಮಿತಿ: 1308ನೇ ಮದ್ಯವರ್ಜನ ಶಿಬಿರ, ಸ್ಥಳ: ಗ್ರಾಮ ಪಂಚಾಯಿತಿ ಸಮುದಾಯ ಭವನ, ಬೆಳಿಗ್ಗೆ 11ಕ್ಕೆ. — [1178, 1978, 1451, 2075]
registration-marks-center — [787, 2229, 861, 2247]
masthead-rule — [544, 190, 1458, 193]
registration-marks-right — [1375, 2229, 1449, 2247]
